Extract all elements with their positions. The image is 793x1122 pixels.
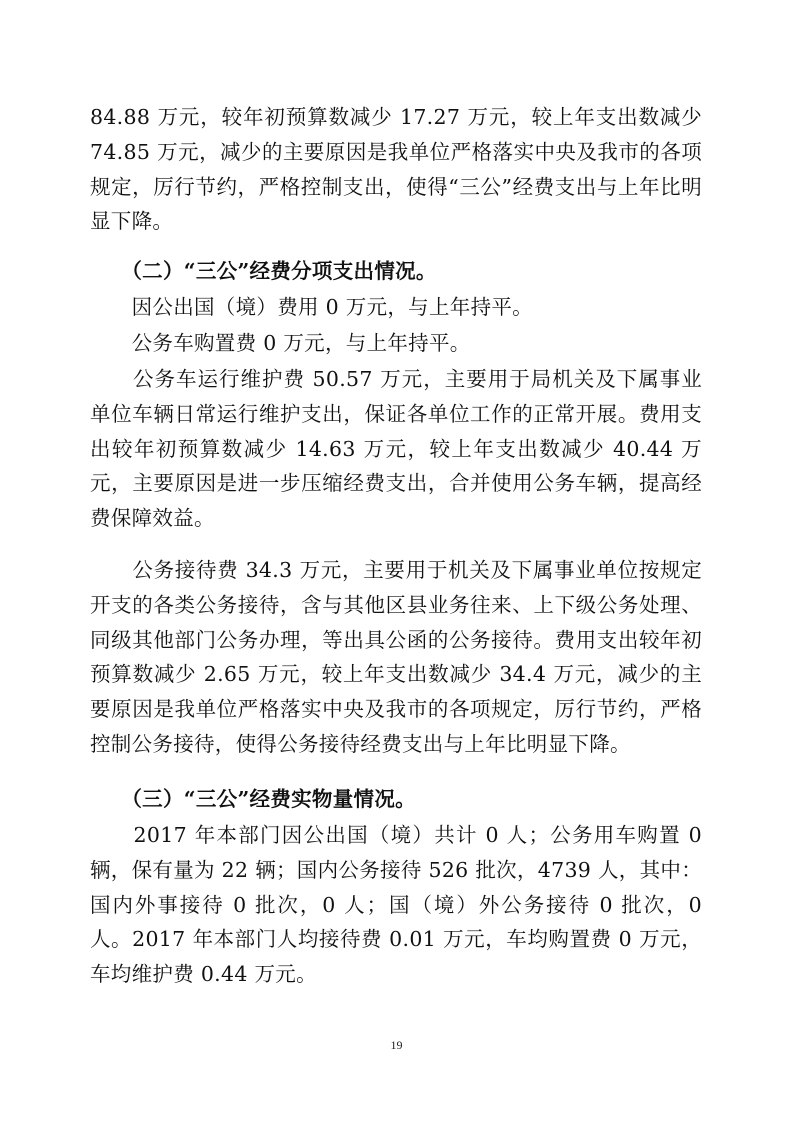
- paragraph-abroad-cost: 因公出国（境）费用 0 万元，与上年持平。: [90, 295, 533, 319]
- paragraph-vehicle-maintenance: 公务车运行维护费 50.57 万元，主要用于局机关及下属事业单位车辆日常运行维护支出，保证各单位工作的正常开展。费用支出较年初预算数减少 14.63 万元，较上年支出数减少 40.44 万元，主要原因是进一步压缩经费支出，合并使用公务车辆，提高经费保障效益。: [90, 367, 702, 531]
- section-heading-3: （三）“三公”经费实物量情况。: [90, 787, 416, 811]
- paragraph-reception-cost: 公务接待费 34.3 万元，主要用于机关及下属事业单位按规定开支的各类公务接待，含与其他区县业务往来、上下级公务处理、同级其他部门公务办理，等出具公函的公务接待。费用支出较年初预算数减少 2.65 万元，较上年支出数减少 34.4 万元，减少的主要原因是我单位严格落实中央及我市的各项规定，厉行节约，严格控制公务接待，使得公务接待经费支出与上年比明显下降。: [90, 558, 702, 756]
- paragraph-vehicle-purchase: 公务车购置费 0 万元，与上年持平。: [90, 331, 471, 355]
- paragraph-physical-quantities: 2017 年本部门因公出国（境）共计 0 人；公务用车购置 0 辆，保有量为 22 辆；国内公务接待 526 批次，4739 人，其中：国内外事接待 0 批次，0 人；国（境）外公务接待 0 批次，0 人。2017 年本部门人均接待费 0.01 万元，车均购置费 0 万元，车均维护费 0.44 万元。: [90, 823, 709, 987]
- section-heading-2: （二）“三公”经费分项支出情况。: [90, 259, 437, 283]
- paragraph-continuation: 84.88 万元，较年初预算数减少 17.27 万元，较上年支出数减少 74.85 万元，减少的主要原因是我单位严格落实中央及我市的各项规定，厉行节约，严格控制支出，使得“三公”经费支出与上年比明显下降。: [90, 105, 709, 234]
- page-number: 19: [390, 1038, 403, 1052]
